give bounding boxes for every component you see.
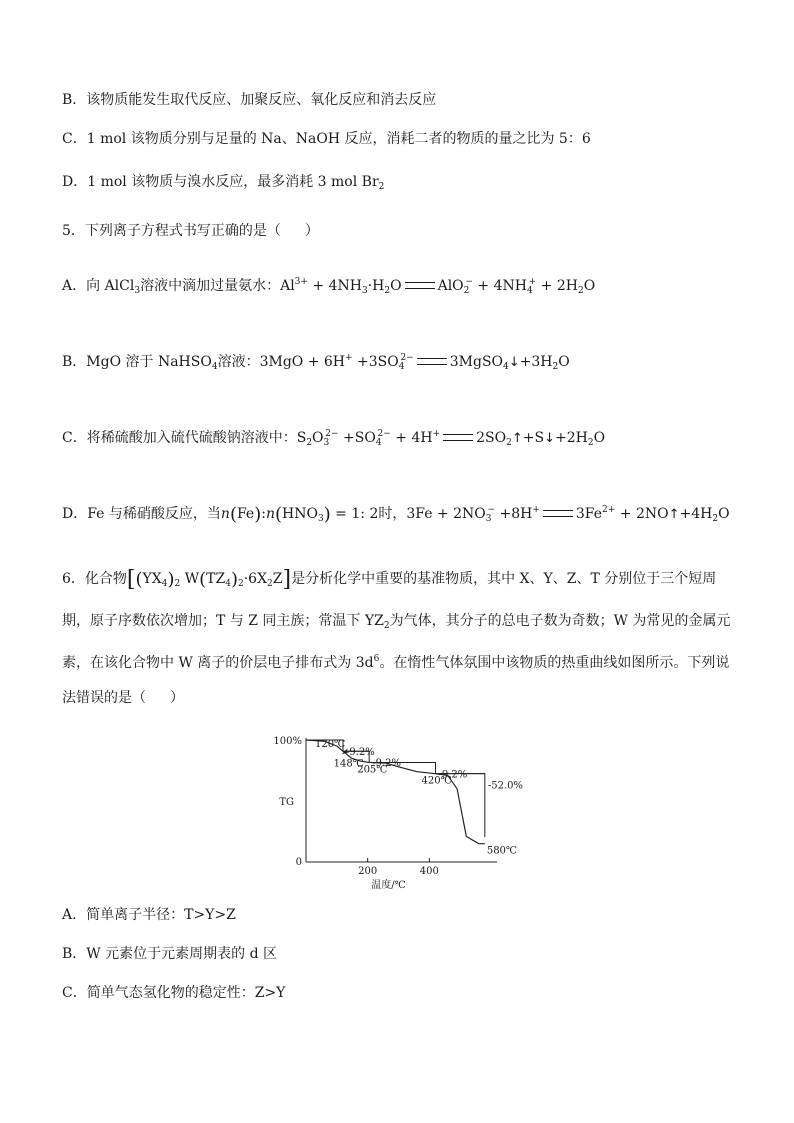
y-tick-label: 0 xyxy=(295,857,302,868)
down-arrow-icon: ↓ xyxy=(508,355,520,370)
q5-stem-close: ） xyxy=(304,223,319,239)
q5-option-d: D．Fe 与稀硝酸反应，当$n(Fe):n(HNO_3) = 1$: 2时，$3Fe + 2NO_3^- +8H^+$ $3Fe^{2+}$ + $2NO↑+4H_2O$ xyxy=(62,504,730,525)
temperature-label: 148℃ xyxy=(333,758,364,770)
x-axis-label: 温度/℃ xyxy=(371,880,406,891)
up-arrow-icon: ↑ xyxy=(511,431,523,446)
q4-option-d-text: D．1 mol 该物质与溴水反应，最多消耗 3 mol Br xyxy=(62,174,379,190)
y-tick-label: 100% xyxy=(273,736,302,747)
q5-stem-text: 5．下列离子方程式书写正确的是（ xyxy=(62,223,281,239)
down-arrow-icon: ↓ xyxy=(544,431,555,446)
q6-line3-a: 素，在该化合物中 W 离子的价层电子排布式为 3d xyxy=(62,655,374,671)
temperature-label: 205℃ xyxy=(357,764,388,776)
q5-stem xyxy=(62,221,319,241)
up-arrow-icon: ↑ xyxy=(668,507,680,522)
equals-arrow xyxy=(543,510,573,517)
q5-b-prefix: B．MgO 溶于 NaHSO xyxy=(62,354,212,370)
q6-stem-line3: 素，在该化合物中 W 离子的价层电子排布式为 $3d^6$。在惰性气体氛围中该物质的热重曲线如图所示。下列说 xyxy=(62,654,730,671)
tg-curve xyxy=(306,740,485,844)
y-axis-label: TG xyxy=(279,797,294,808)
q5-b-mid: 溶液： xyxy=(217,354,260,370)
q5-c-prefix: C．将稀硫酸加入硫代硫酸钠溶液中： xyxy=(62,430,297,446)
step-loss-lines xyxy=(306,740,485,837)
q5-option-a: A．向 AlCl$_3$溶液中滴加过量氨水：$Al^{3+} + 4NH_3\cdot H_2O$ $AlO_2^- + 4NH_4^+ + 2H_2O$ xyxy=(62,277,596,296)
temperature-label: 120℃ xyxy=(315,739,346,751)
temperature-label: 580℃ xyxy=(486,845,518,857)
q4-option-d xyxy=(62,172,384,192)
temperature-label: 420℃ xyxy=(421,775,452,787)
q5-d-mid: 时， xyxy=(378,506,407,522)
q4-option-b: B．该物质能发生取代反应、加聚反应、氧化反应和消去反应 xyxy=(62,92,437,108)
q6-option-b: B．W 元素位于元素周期表的 d 区 xyxy=(62,946,277,962)
q6-line2-a: 期，原子序数依次增加；T 与 Z 同主族；常温下 YZ xyxy=(62,613,384,629)
q5-option-b: B．MgO 溶于 NaHSO$_4$溶液：$3MgO + 6H^+ +3SO_4^{2-}$ $3MgSO_4↓+3H_2O$ xyxy=(62,353,570,372)
q4-option-d-sub: 2 xyxy=(378,182,385,192)
loss-percent-label: -9.2% xyxy=(438,769,468,781)
q6-line4-close: ） xyxy=(170,690,184,706)
loss-percent-label: -9.2% xyxy=(346,747,375,758)
q6-stem-start: 6．化合物 xyxy=(62,571,127,587)
q6-line3-b: 。在惰性气体氛围中该物质的热重曲线如图所示。下列说 xyxy=(379,655,730,671)
equals-arrow xyxy=(443,434,473,441)
q6-stem-line1-end: 是分析化学中重要的基准物质，其中 X、Y、Z、T 分别位于三个短周 xyxy=(291,571,717,587)
equals-arrow xyxy=(405,282,435,289)
loss-percent-label: -52.0% xyxy=(487,780,523,792)
x-tick-label: 400 xyxy=(419,866,439,877)
q6-line2-b: 为气体，其分子的总电子数为奇数；W 为常见的金属元 xyxy=(389,613,731,629)
q6-stem-line2: 期，原子序数依次增加；T 与 Z 同主族；常温下 $YZ_2$为气体，其分子的总电子数为奇数；W 为常见的金属元 xyxy=(62,613,731,631)
equals-arrow xyxy=(417,358,447,365)
q5-option-c: C．将稀硫酸加入硫代硫酸钠溶液中：$S_2O_3^{2-} +SO_4^{2-} + 4H^+$ $2SO_2↑+S↓+2H_2O$ xyxy=(62,429,606,448)
q5-a-mid: 溶液中滴加过量氨水： xyxy=(140,278,281,294)
x-tick-label: 200 xyxy=(358,866,378,877)
q6-stem-line1: 6．化合物[$(YX_4)_2$ $W(TZ_4)_2\cdot 6X_2Z$]是分析化学中重要的基准物质，其中 X、Y、Z、T 分别位于三个短周 xyxy=(62,567,717,592)
q6-stem-line4 xyxy=(62,688,184,708)
q6-line4: 法错误的是（ xyxy=(62,690,146,706)
q6-option-a: A．简单离子半径：T>Y>Z xyxy=(62,907,236,923)
q5-d-prefix: D．Fe 与稀硝酸反应，当 xyxy=(62,506,221,522)
q4-option-c: C．1 mol 该物质分别与足量的 Na、NaOH 反应，消耗二者的物质的量之比为 5：6 xyxy=(62,131,591,147)
thermogravimetric-chart xyxy=(268,722,528,892)
q6-option-c: C．简单气态氢化物的稳定性：Z>Y xyxy=(62,985,286,1001)
q5-a-prefix: A．向 AlCl xyxy=(62,278,135,294)
loss-percent-label: -9.2% xyxy=(372,758,402,770)
